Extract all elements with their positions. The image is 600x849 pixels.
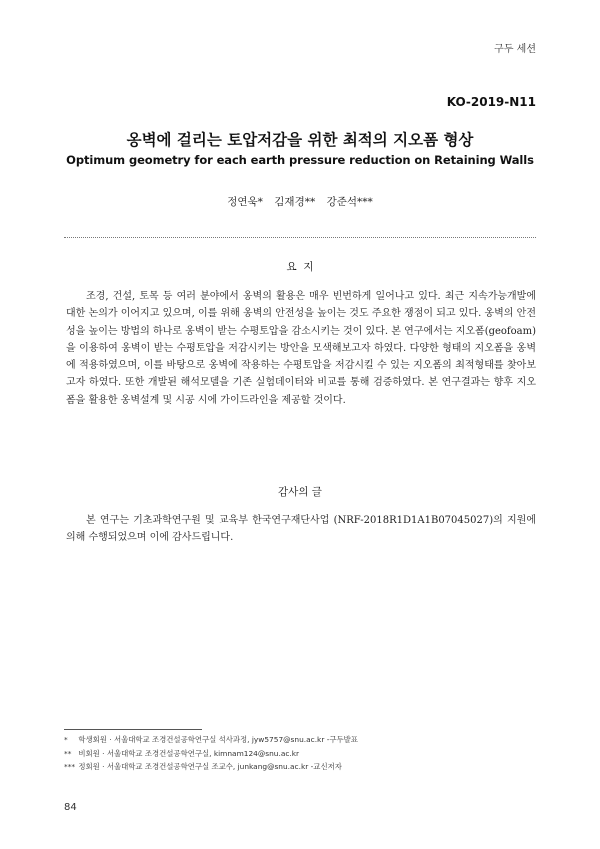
footnote-rule — [64, 729, 202, 730]
paper-id: KO-2019-N11 — [446, 95, 536, 109]
acknowledgement-heading: 감사의 글 — [278, 486, 322, 498]
abstract-heading: 요 지 — [286, 261, 314, 273]
footnote-text: 정회원 · 서울대학교 조경건설공학연구실 조교수, junkang@snu.ac.kr -교신저자 — [78, 762, 342, 771]
page-number: 84 — [64, 802, 77, 813]
footnote-3 — [64, 760, 534, 774]
dotted-divider — [64, 237, 536, 238]
footnote-mark: *** — [64, 762, 76, 771]
author-1: 정연욱* — [227, 196, 263, 208]
title-korean: 옹벽에 걸리는 토압저감을 위한 최적의 지오폼 형상 — [126, 131, 474, 149]
session-label: 구두 세션 — [494, 44, 536, 55]
abstract-body: 조경, 건설, 토목 등 여러 분야에서 옹벽의 활용은 매우 빈번하게 일어나고 있다. 최근 지속가능개발에 대한 논의가 이어지고 있으며, 이를 위해 옹벽의 안전성을 높이는 것도 주요한 쟁점이 되고 있다. 옹벽의 안전성을 높이는 방법의 하나로 옹벽이 받는 수평토압을 감소시키는 것이 있다. 본 연구에서는 지오폼(geofoam)을 이용하여 옹벽이 받는 수평토압을 저감시키는 방안을 모색해보고자 하였다. 다양한 형태의 지오폼을 옹벽에 적용하였으며, 이를 바탕으로 옹벽에 작용하는 수평토압을 저감시킬 수 있는 지오폼의 최적형태를 찾아보고자 하였다. 또한 개발된 해석모델을 기존 실험데이터와 비교를 통해 검증하였다. 본 연구결과는 향후 지오폼을 활용한 옹벽설계 및 시공 시에 가이드라인을 제공할 것이다. — [66, 291, 536, 406]
footnote-text: 비회원 · 서울대학교 조경건설공학연구실, kimnam124@snu.ac.kr — [78, 748, 300, 758]
footnotes — [64, 733, 534, 774]
author-2: 김재경** — [274, 196, 316, 208]
footnote-text: 학생회원 · 서울대학교 조경건설공학연구실 석사과정, jyw5757@snu.ac.kr -구두발표 — [78, 735, 358, 744]
acknowledgement-body: 본 연구는 기초과학연구원 및 교육부 한국연구재단사업 (NRF-2018R1D1A1B07045027)의 지원에 의해 수행되었으며 이에 감사드립니다. — [66, 515, 536, 544]
author-3: 강준석*** — [326, 196, 373, 208]
title-english: Optimum geometry for each earth pressure reduction on Retaining Walls — [66, 153, 534, 167]
footnote-2 — [64, 747, 534, 761]
author-list — [0, 194, 600, 209]
footnote-1 — [64, 733, 534, 747]
footnote-mark: * — [64, 735, 68, 744]
footnote-mark: ** — [64, 748, 72, 758]
